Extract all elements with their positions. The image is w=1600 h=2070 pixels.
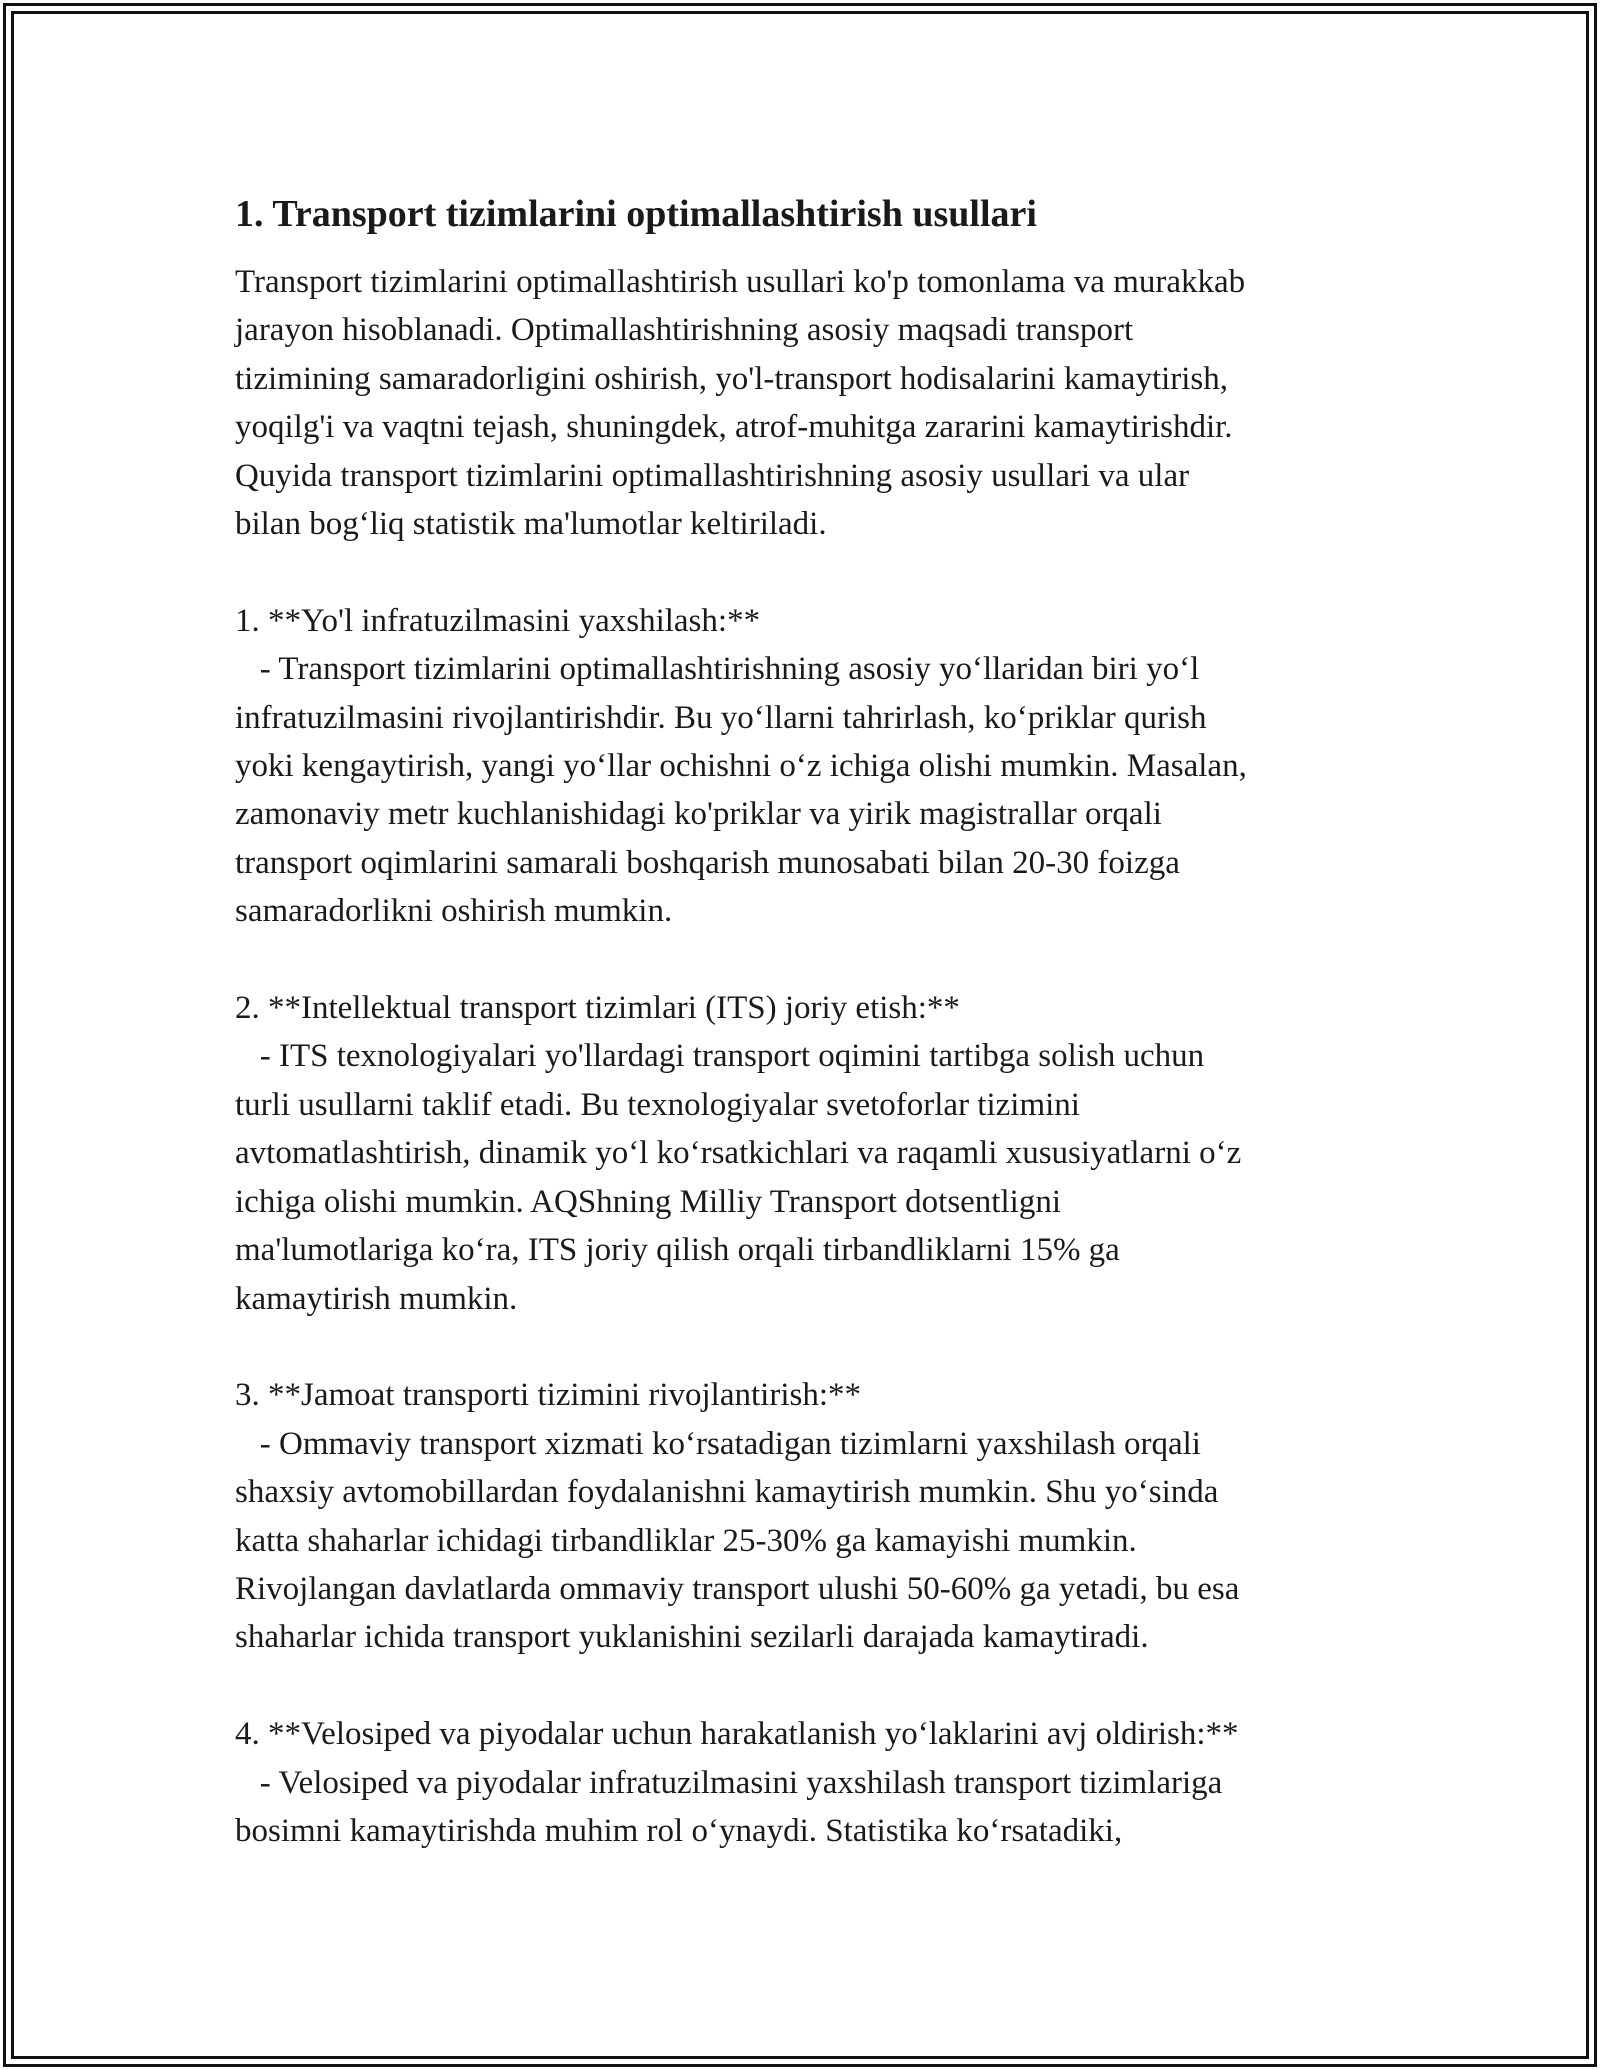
text-line: jarayon hisoblanadi. Optimallashtirishning asosiy maqsadi transport: [235, 312, 1134, 349]
section-bicycle-pedestrian: [235, 1710, 1385, 1855]
section-heading: 1. **Yo'l infratuzilmasini yaxshilash:**: [235, 602, 761, 639]
text-line: - Transport tizimlarini optimallashtirishning asosiy yo‘llaridan biri yo‘l: [235, 651, 1200, 688]
document-title: 1. Transport tizimlarini optimallashtirish usullari: [235, 193, 1037, 235]
paragraph-gap: [235, 936, 1385, 984]
paragraph-gap: [235, 1662, 1385, 1710]
text-line: - ITS texnologiyalari yo'llardagi transport oqimini tartibga solish uchun: [235, 1038, 1205, 1075]
text-line: Quyida transport tizimlarini optimallashtirishning asosiy usullari va ular: [235, 457, 1190, 494]
text-line: avtomatlashtirish, dinamik yo‘l ko‘rsatkichlari va raqamli xususiyatlarni o‘z: [235, 1135, 1242, 1172]
text-line: tizimining samaradorligini oshirish, yo'l-transport hodisalarini kamaytirish,: [235, 360, 1229, 397]
paragraph-gap: [235, 548, 1385, 596]
text-line: Transport tizimlarini optimallashtirish usullari ko'p tomonlama va murakkab: [235, 264, 1246, 300]
section-heading: 3. **Jamoat transporti tizimini rivojlantirish:**: [235, 1377, 862, 1414]
section-road-infrastructure: [235, 597, 1385, 936]
text-line: shaxsiy avtomobillardan foydalanishni kamaytirish mumkin. Shu yo‘sinda: [235, 1474, 1219, 1511]
section-public-transport: [235, 1371, 1385, 1661]
text-line: transport oqimlarini samarali boshqarish munosabati bilan 20-30 foizga: [235, 844, 1180, 881]
document-body: [235, 190, 1385, 1855]
section-its: [235, 984, 1385, 1323]
text-line: zamonaviy metr kuchlanishidagi ko'priklar va yirik magistrallar orqali: [235, 796, 1162, 833]
text-line: bosimni kamaytirishda muhim rol o‘ynaydi. Statistika ko‘rsatadiki,: [235, 1812, 1123, 1849]
text-line: yoqilg'i va vaqtni tejash, shuningdek, atrof-muhitga zararini kamaytirishdir.: [235, 409, 1233, 446]
section-heading: 4. **Velosiped va piyodalar uchun harakatlanish yo‘laklarini avj oldirish:**: [235, 1716, 1239, 1753]
text-line: turli usullarni taklif etadi. Bu texnologiyalar svetoforlar tizimini: [235, 1086, 1080, 1123]
section-heading: 2. **Intellektual transport tizimlari (ITS) joriy etish:**: [235, 990, 960, 1027]
text-line: ichiga olishi mumkin. AQShning Milliy Transport dotsentligni: [235, 1183, 1061, 1220]
text-line: - Velosiped va piyodalar infratuzilmasini yaxshilash transport tizimlariga: [235, 1764, 1223, 1801]
text-line: - Ommaviy transport xizmati ko‘rsatadigan tizimlarni yaxshilash orqali: [235, 1425, 1201, 1462]
text-line: shaharlar ichida transport yuklanishini sezilarli darajada kamaytiradi.: [235, 1619, 1149, 1656]
text-line: katta shaharlar ichidagi tirbandliklar 25-30% ga kamayishi mumkin.: [235, 1522, 1137, 1559]
text-line: kamaytirish mumkin.: [235, 1280, 518, 1317]
text-line: bilan bog‘liq statistik ma'lumotlar keltiriladi.: [235, 506, 827, 543]
text-line: Rivojlangan davlatlarda ommaviy transport ulushi 50-60% ga yetadi, bu esa: [235, 1570, 1240, 1607]
text-line: infratuzilmasini rivojlantirishdir. Bu yo‘llarni tahrirlash, ko‘priklar qurish: [235, 699, 1207, 736]
text-line: ma'lumotlariga ko‘ra, ITS joriy qilish orqali tirbandliklarni 15% ga: [235, 1232, 1120, 1269]
intro-paragraph: [235, 258, 1385, 548]
text-line: samaradorlikni oshirish mumkin.: [235, 893, 673, 930]
text-line: yoki kengaytirish, yangi yo‘llar ochishni o‘z ichiga olishi mumkin. Masalan,: [235, 748, 1247, 785]
paragraph-gap: [235, 1323, 1385, 1371]
